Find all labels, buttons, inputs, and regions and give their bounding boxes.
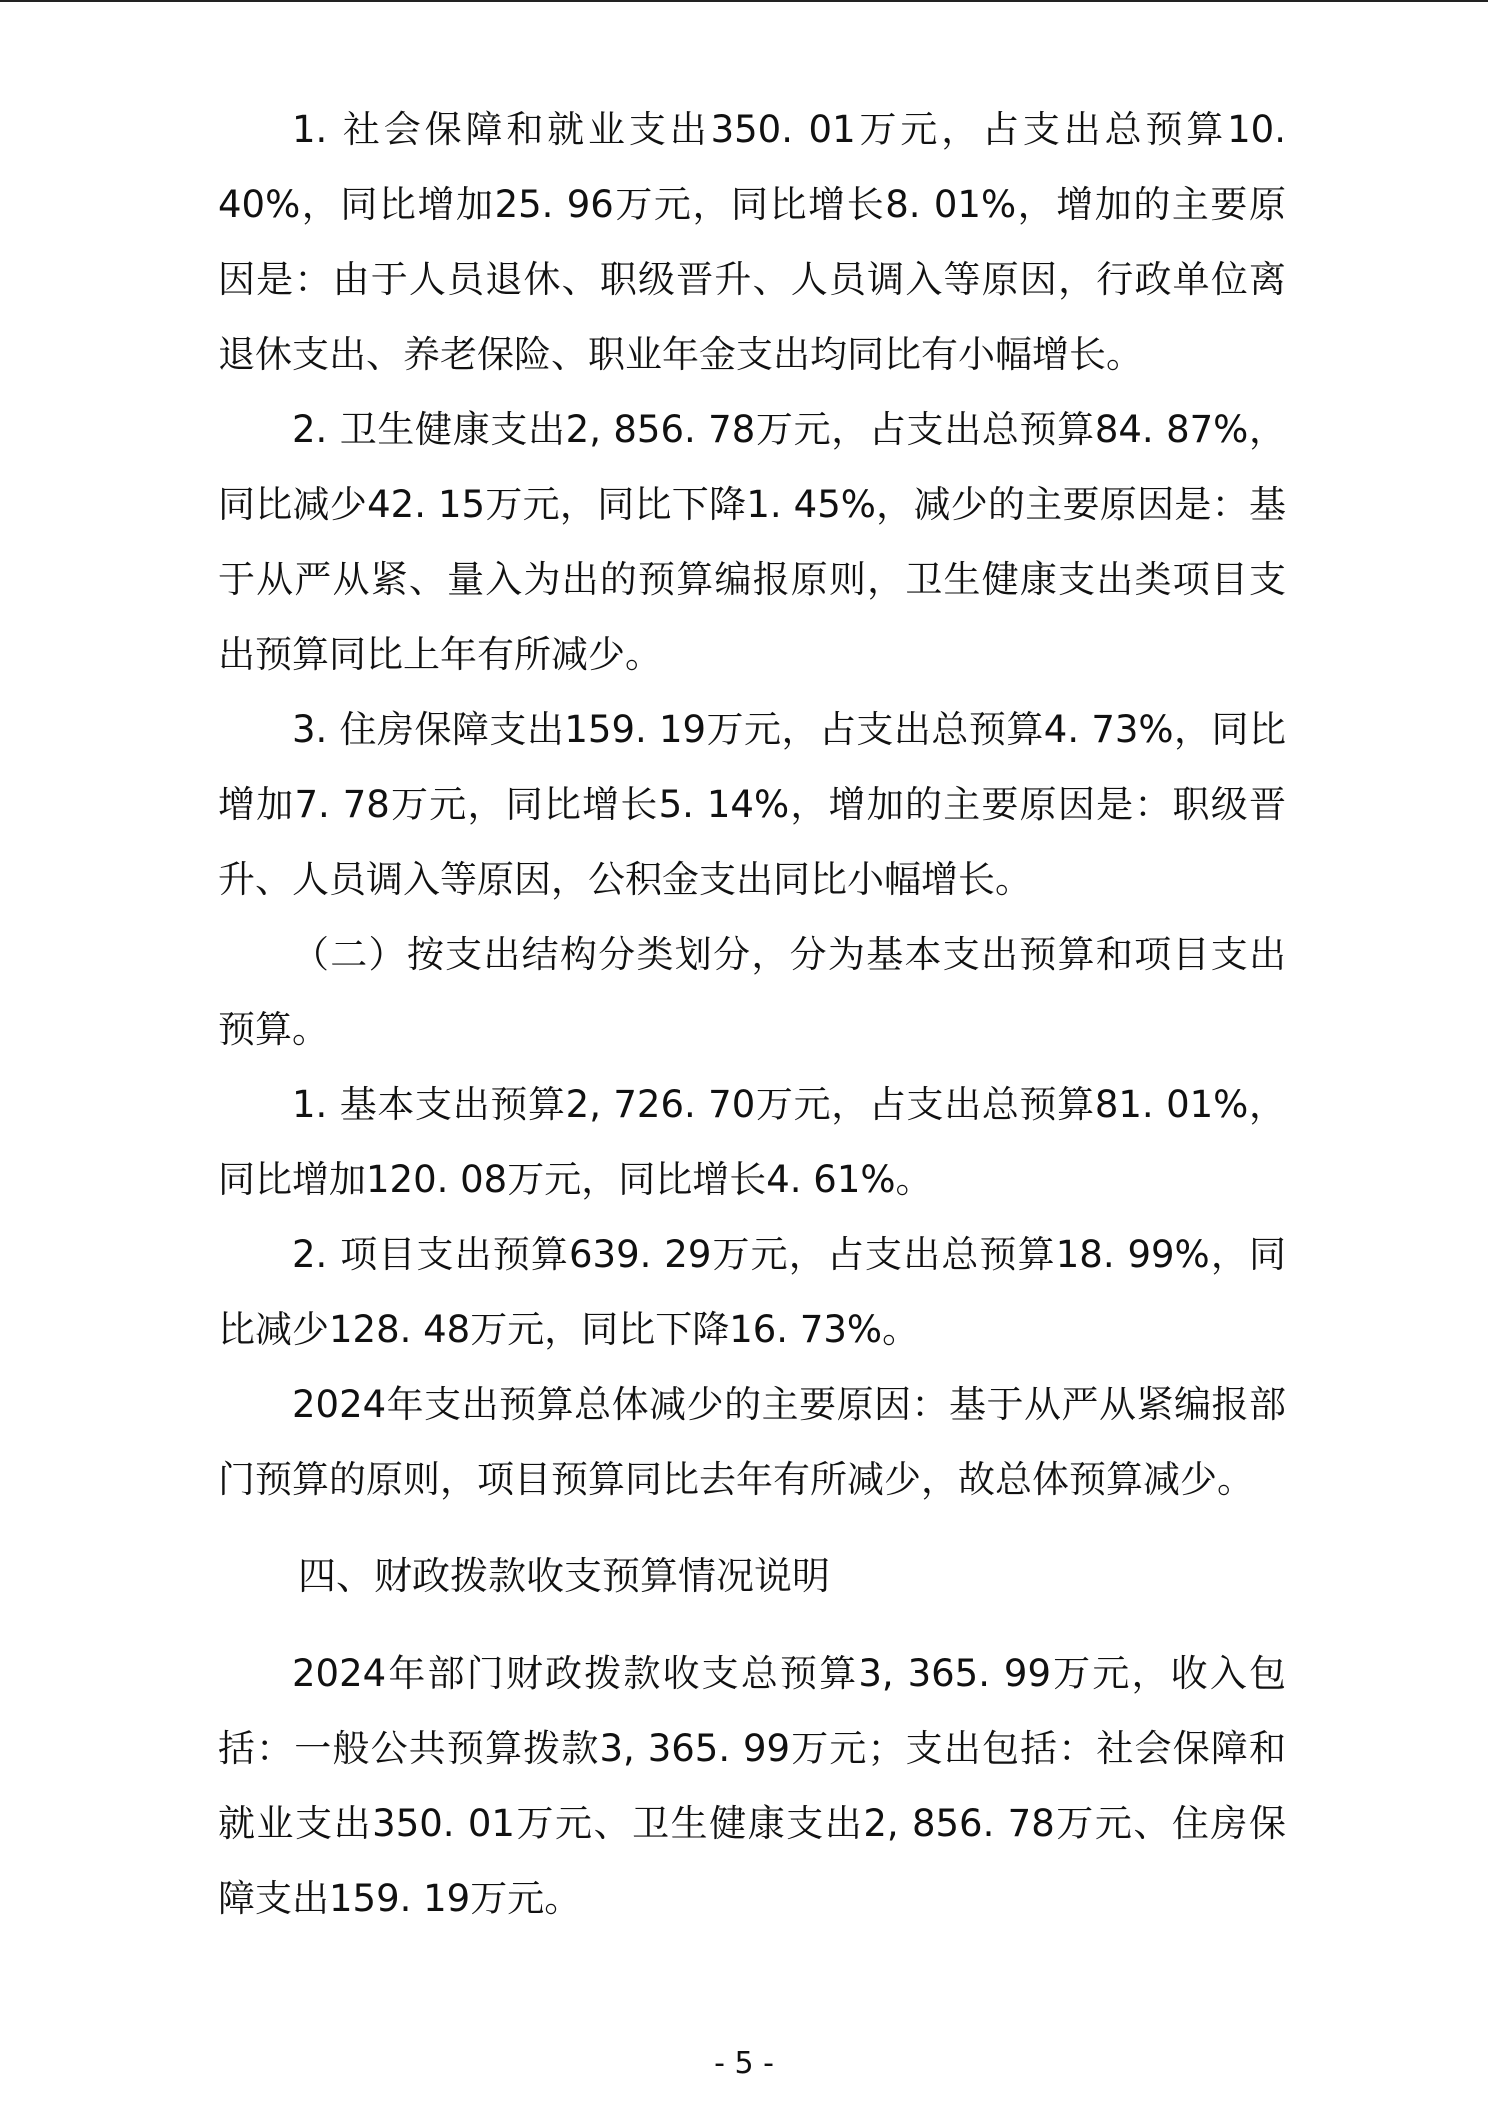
page-number: - 5 - xyxy=(714,2046,774,2081)
paragraph-fiscal-appropriation-summary: 2024年部门财政拨款收支总预算3, 365. 99万元，收入包括：一般公共预算拨款3, 365. 99万元；支出包括：社会保障和就业支出350. 01万元、卫生健康支出2, 856. 78万元、住房保障支出159. 19万元。 xyxy=(218,1652,1286,1920)
paragraph-project-expenditure: 2. 项目支出预算639. 29万元，占支出总预算18. 99%，同比减少128. 48万元，同比下降16. 73%。 xyxy=(218,1233,1286,1351)
paragraph-structure-classification: （二）按支出结构分类划分，分为基本支出预算和项目支出预算。 xyxy=(218,933,1286,1051)
section-heading-fiscal-appropriation: 四、财政拨款收支预算情况说明 xyxy=(298,1554,831,1598)
paragraph-basic-expenditure: 1. 基本支出预算2, 726. 70万元，占支出总预算81. 01%，同比增加120. 08万元，同比增长4. 61%。 xyxy=(218,1083,1286,1201)
paragraph-health: 2. 卫生健康支出2, 856. 78万元，占支出总预算84. 87%，同比减少42. 15万元，同比下降1. 45%，减少的主要原因是：基于从严从紧、量入为出的预算编报原则，卫生健康支出类项目支出预算同比上年有所减少。 xyxy=(218,408,1286,676)
paragraph-decrease-reason: 2024年支出预算总体减少的主要原因：基于从严从紧编报部门预算的原则，项目预算同比去年有所减少，故总体预算减少。 xyxy=(218,1383,1286,1501)
paragraph-housing: 3. 住房保障支出159. 19万元，占支出总预算4. 73%，同比增加7. 78万元，同比增长5. 14%，增加的主要原因是：职级晋升、人员调入等原因，公积金支出同比小幅增长。 xyxy=(218,708,1286,901)
paragraph-social-security: 1. 社会保障和就业支出350. 01万元，占支出总预算10. 40%，同比增加25. 96万元，同比增长8. 01%，增加的主要原因是：由于人员退休、职级晋升、人员调入等原因，行政单位离退休支出、养老保险、职业年金支出均同比有小幅增长。 xyxy=(218,108,1286,376)
page-top-border xyxy=(0,0,1488,2)
document-body xyxy=(218,92,1286,1936)
